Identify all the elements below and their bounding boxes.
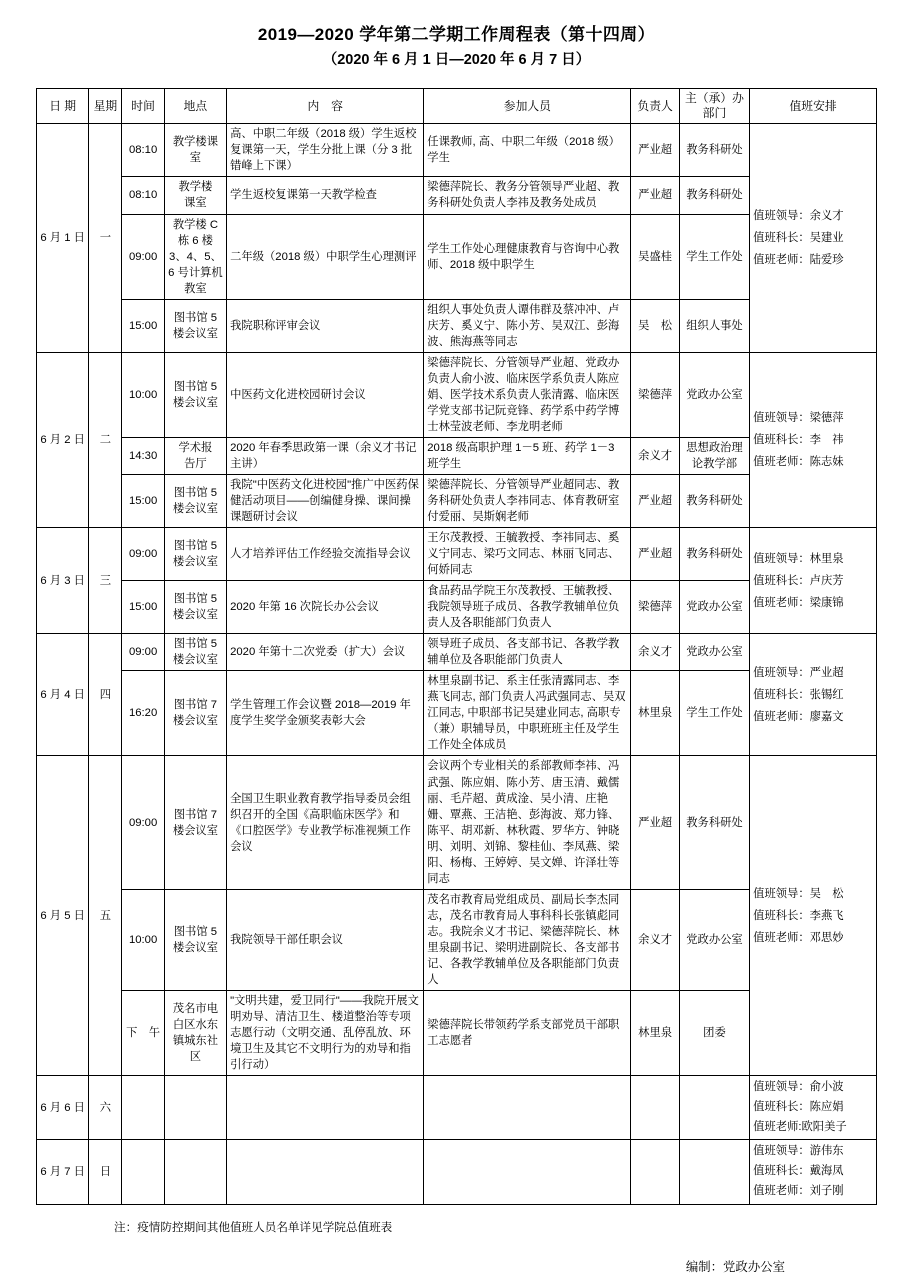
- cell-date: 6 月 1 日: [37, 124, 89, 352]
- cell-department: 思想政治理 论教学部: [679, 437, 749, 474]
- cell-participants: 梁德萍院长、分管领导严业超、党政办负责人俞小波、临床医学系负责人陈应娟、医学技术系负责人张清露、临床医学党支部书记阮竞锋、药学系中药学博士林莹波老师、李龙明老师: [424, 352, 631, 437]
- header-place: 地点: [164, 88, 226, 124]
- cell-date: 6 月 6 日: [37, 1076, 89, 1140]
- duty-teacher: 值班老师：陆爱珍: [753, 254, 844, 267]
- cell-duty-roster: [750, 124, 877, 352]
- duty-section-chief: 值班科长：卢庆芳: [753, 574, 844, 587]
- table-row: [37, 1140, 877, 1204]
- cell-participants: 组织人事处负责人谭伟群及蔡冲冲、卢庆芳、奚义宁、陈小芳、吴双江、彭海波、熊海燕等同志: [424, 299, 631, 352]
- cell-participants: 王尔茂教授、王毓教授、李祎同志、奚义宁同志、梁巧文同志、林丽飞同志、何娇同志: [424, 528, 631, 581]
- table-row: [37, 756, 877, 889]
- cell-owner: [631, 1076, 679, 1140]
- duty-teacher: 值班老师:欧阳美子: [753, 1120, 847, 1133]
- cell-participants: 梁德萍院长、教务分管领导严业超、教务科研处负责人李祎及教务处成员: [424, 177, 631, 214]
- duty-teacher: 值班老师：廖嘉文: [753, 710, 844, 723]
- cell-weekday: 三: [89, 528, 122, 634]
- cell-department: 教务科研处: [679, 177, 749, 214]
- cell-place: 图书馆 5 楼会议室: [164, 352, 226, 437]
- cell-time: 10:00: [122, 889, 164, 990]
- cell-weekday: 六: [89, 1076, 122, 1140]
- cell-department: [679, 1076, 749, 1140]
- cell-time: [122, 1140, 164, 1204]
- cell-owner: 严业超: [631, 177, 679, 214]
- table-row: [37, 1076, 877, 1140]
- cell-department: 学生工作处: [679, 671, 749, 756]
- header-participants: 参加人员: [424, 88, 631, 124]
- duty-leader: 值班领导：林里泉: [753, 552, 844, 565]
- cell-content: 人才培养评估工作经验交流指导会议: [227, 528, 424, 581]
- cell-place: 图书馆 5 楼会议室: [164, 889, 226, 990]
- cell-time: 08:10: [122, 124, 164, 177]
- cell-owner: 余义才: [631, 634, 679, 671]
- cell-date: 6 月 4 日: [37, 634, 89, 756]
- cell-content: 2020 年第 16 次院长办公会议: [227, 581, 424, 634]
- cell-content: 学生管理工作会议暨 2018—2019 年度学生奖学金颁奖表彰大会: [227, 671, 424, 756]
- cell-place: 图书馆 5 楼会议室: [164, 299, 226, 352]
- cell-place: 图书馆 7 楼会议室: [164, 756, 226, 889]
- cell-place: 图书馆 7 楼会议室: [164, 671, 226, 756]
- cell-owner: 林里泉: [631, 990, 679, 1075]
- table-body: [37, 124, 877, 1204]
- cell-weekday: 日: [89, 1140, 122, 1204]
- header-time: 时间: [122, 88, 164, 124]
- cell-duty-roster: [750, 528, 877, 634]
- cell-time: 09:00: [122, 756, 164, 889]
- cell-owner: 严业超: [631, 756, 679, 889]
- cell-content: 二年级（2018 级）中职学生心理测评: [227, 214, 424, 299]
- cell-time: 下 午: [122, 990, 164, 1075]
- weekly-schedule-table: [36, 88, 877, 1205]
- cell-department: 学生工作处: [679, 214, 749, 299]
- cell-time: 08:10: [122, 177, 164, 214]
- cell-content: 我院职称评审会议: [227, 299, 424, 352]
- duty-teacher: 值班老师：陈志妹: [753, 455, 844, 468]
- cell-department: 教务科研处: [679, 474, 749, 527]
- compiled-by: 编制：党政办公室: [685, 1259, 785, 1274]
- duty-teacher: 值班老师：梁康锦: [753, 596, 844, 609]
- cell-content: [227, 1076, 424, 1140]
- cell-department: 党政办公室: [679, 634, 749, 671]
- cell-content: 我院领导干部任职会议: [227, 889, 424, 990]
- cell-place: [164, 1076, 226, 1140]
- header-duty: 值班安排: [750, 88, 877, 124]
- header-department-line2: 部门: [702, 106, 727, 121]
- cell-participants: [424, 1076, 631, 1140]
- cell-owner: 梁德萍: [631, 352, 679, 437]
- cell-participants: 领导班子成员、各支部书记、各教学教辅单位及各职能部门负责人: [424, 634, 631, 671]
- cell-owner: 严业超: [631, 124, 679, 177]
- cell-weekday: 一: [89, 124, 122, 352]
- duty-leader: 值班领导：俞小波: [753, 1081, 844, 1094]
- duty-section-chief: 值班科长：陈应娟: [753, 1100, 844, 1113]
- table-row: [37, 528, 877, 581]
- cell-owner: 梁德萍: [631, 581, 679, 634]
- cell-time: [122, 1076, 164, 1140]
- header-department: [679, 88, 749, 124]
- cell-time: 15:00: [122, 299, 164, 352]
- cell-participants: 会议两个专业相关的系部教师李祎、冯武强、陈应娟、陈小芳、唐玉清、戴儒丽、毛芹超、黄成淦、吴小清、庄艳姗、覃燕、王洁艳、彭海波、郑力锋、陈平、胡邓新、林秋霞、罗华方、钟晓明、刘明、刘锦、黎桂仙、李凤燕、梁阳、杨梅、王婷婷、吴文婵、许泽壮等同志: [424, 756, 631, 889]
- cell-content: 2020 年春季思政第一课（余义才书记主讲）: [227, 437, 424, 474]
- cell-department: 教务科研处: [679, 528, 749, 581]
- cell-duty-roster: [750, 352, 877, 527]
- cell-owner: 林里泉: [631, 671, 679, 756]
- cell-participants: 食品药品学院王尔茂教授、王毓教授、我院领导班子成员、各教学教辅单位负责人及各职能部门负责人: [424, 581, 631, 634]
- cell-place: 图书馆 5 楼会议室: [164, 474, 226, 527]
- cell-duty-roster: [750, 756, 877, 1076]
- cell-participants: 茂名市教育局党组成员、副局长李杰同志，茂名市教育局人事科科长张镇彪同志。我院余义才书记、梁德萍院长、林里泉副书记、梁明进副院长、各支部书记、各教学教辅单位及各职能部门负责人: [424, 889, 631, 990]
- cell-time: 15:00: [122, 581, 164, 634]
- cell-place: 教学楼课室: [164, 124, 226, 177]
- cell-owner: [631, 1140, 679, 1204]
- table-row: [37, 124, 877, 177]
- cell-time: 14:30: [122, 437, 164, 474]
- duty-teacher: 值班老师：刘子刚: [753, 1184, 844, 1197]
- cell-time: 09:00: [122, 528, 164, 581]
- cell-content: 全国卫生职业教育教学指导委员会组织召开的全国《高职临床医学》和《口腔医学》专业教学标准视频工作会议: [227, 756, 424, 889]
- duty-leader: 值班领导：游伟东: [753, 1145, 844, 1158]
- cell-participants: 林里泉副书记、系主任张清露同志、李燕飞同志, 部门负责人冯武强同志、吴双江同志, 中职部书记吴建业同志, 高职专（兼）职辅导员，中职班班主任及学生工作处全体成员: [424, 671, 631, 756]
- cell-place: 学术报 告厅: [164, 437, 226, 474]
- cell-department: 党政办公室: [679, 889, 749, 990]
- cell-time: 10:00: [122, 352, 164, 437]
- cell-content: "文明共建，爱卫同行"——我院开展文明劝导、清洁卫生、楼道整治等专项志愿行动（文明交通、乱停乱放、环境卫生及其它不文明行为的劝导和指引行动）: [227, 990, 424, 1075]
- cell-weekday: 二: [89, 352, 122, 527]
- duty-leader: 值班领导：余义才: [753, 210, 844, 223]
- cell-content: 我院"中医药文化进校园"推广中医药保健活动项目——创编健身操、课间操课题研讨会议: [227, 474, 424, 527]
- cell-participants: 任课教师, 高、中职二年级（2018 级）学生: [424, 124, 631, 177]
- duty-leader: 值班领导：吴 松: [753, 887, 844, 900]
- cell-date: 6 月 7 日: [37, 1140, 89, 1204]
- cell-department: 团委: [679, 990, 749, 1075]
- cell-department: 教务科研处: [679, 124, 749, 177]
- duty-teacher: 值班老师：邓思妙: [753, 931, 844, 944]
- cell-content: 中医药文化进校园研讨会议: [227, 352, 424, 437]
- cell-owner: 吴 松: [631, 299, 679, 352]
- cell-duty-roster: [750, 634, 877, 756]
- cell-place: 图书馆 5 楼会议室: [164, 634, 226, 671]
- cell-owner: 吴盛桂: [631, 214, 679, 299]
- table-row: [37, 352, 877, 437]
- cell-participants: 学生工作处心理健康教育与咨询中心教师、2018 级中职学生: [424, 214, 631, 299]
- cell-place: 图书馆 5 楼会议室: [164, 528, 226, 581]
- cell-date: 6 月 3 日: [37, 528, 89, 634]
- cell-place: [164, 1140, 226, 1204]
- cell-department: 教务科研处: [679, 756, 749, 889]
- cell-time: 15:00: [122, 474, 164, 527]
- cell-duty-roster: [750, 1076, 877, 1140]
- page-subtitle: （2020 年 6 月 1 日—2020 年 6 月 7 日）: [322, 51, 591, 68]
- header-department-line1: 主（承）办: [684, 90, 744, 105]
- cell-weekday: 四: [89, 634, 122, 756]
- cell-content: 2020 年第十二次党委（扩大）会议: [227, 634, 424, 671]
- cell-participants: 梁德萍院长带领药学系支部党员干部职工志愿者: [424, 990, 631, 1075]
- cell-time: 16:20: [122, 671, 164, 756]
- cell-place: 图书馆 5 楼会议室: [164, 581, 226, 634]
- cell-owner: 余义才: [631, 437, 679, 474]
- duty-section-chief: 值班科长：吴建业: [753, 232, 844, 245]
- header-date: 日 期: [37, 88, 89, 124]
- cell-department: 党政办公室: [679, 581, 749, 634]
- title-block: [36, 22, 877, 72]
- duty-section-chief: 值班科长：戴海凤: [753, 1165, 844, 1178]
- cell-weekday: 五: [89, 756, 122, 1076]
- cell-duty-roster: [750, 1140, 877, 1204]
- cell-owner: 余义才: [631, 889, 679, 990]
- cell-time: 09:00: [122, 214, 164, 299]
- cell-owner: 严业超: [631, 474, 679, 527]
- duty-section-chief: 值班科长：李燕飞: [753, 909, 844, 922]
- cell-department: 组织人事处: [679, 299, 749, 352]
- footnote: 注：疫情防控期间其他值班人员名单详见学院总值班表: [114, 1220, 393, 1234]
- page-title: 2019—2020 学年第二学期工作周程表（第十四周）: [257, 25, 656, 44]
- cell-owner: 严业超: [631, 528, 679, 581]
- header-weekday: 星期: [89, 88, 122, 124]
- header-owner: 负责人: [631, 88, 679, 124]
- header-row: [37, 88, 877, 124]
- cell-content: 高、中职二年级（2018 级）学生返校复课第一天，学生分批上课（分 3 批错峰上下课）: [227, 124, 424, 177]
- duty-leader: 值班领导：严业超: [753, 666, 844, 679]
- cell-participants: [424, 1140, 631, 1204]
- table-row: [37, 634, 877, 671]
- cell-content: 学生返校复课第一天教学检查: [227, 177, 424, 214]
- cell-date: 6 月 2 日: [37, 352, 89, 527]
- table-header: [37, 88, 877, 124]
- duty-section-chief: 值班科长：张锡红: [753, 688, 844, 701]
- cell-participants: 2018 级高职护理 1－5 班、药学 1－3 班学生: [424, 437, 631, 474]
- header-content: 内 容: [227, 88, 424, 124]
- cell-department: 党政办公室: [679, 352, 749, 437]
- cell-place: 茂名市电白区水东镇城东社区: [164, 990, 226, 1075]
- duty-section-chief: 值班科长：李 祎: [753, 433, 844, 446]
- cell-date: 6 月 5 日: [37, 756, 89, 1076]
- cell-participants: 梁德萍院长、分管领导严业超同志、教务科研处负责人李祎同志、体育教研室付爱丽、吴斯娴老师: [424, 474, 631, 527]
- cell-content: [227, 1140, 424, 1204]
- cell-place: 教学楼 C 栋 6 楼 3、4、5、6 号计算机教室: [164, 214, 226, 299]
- cell-place: 教学楼 课室: [164, 177, 226, 214]
- cell-time: 09:00: [122, 634, 164, 671]
- cell-department: [679, 1140, 749, 1204]
- duty-leader: 值班领导：梁德萍: [753, 411, 844, 424]
